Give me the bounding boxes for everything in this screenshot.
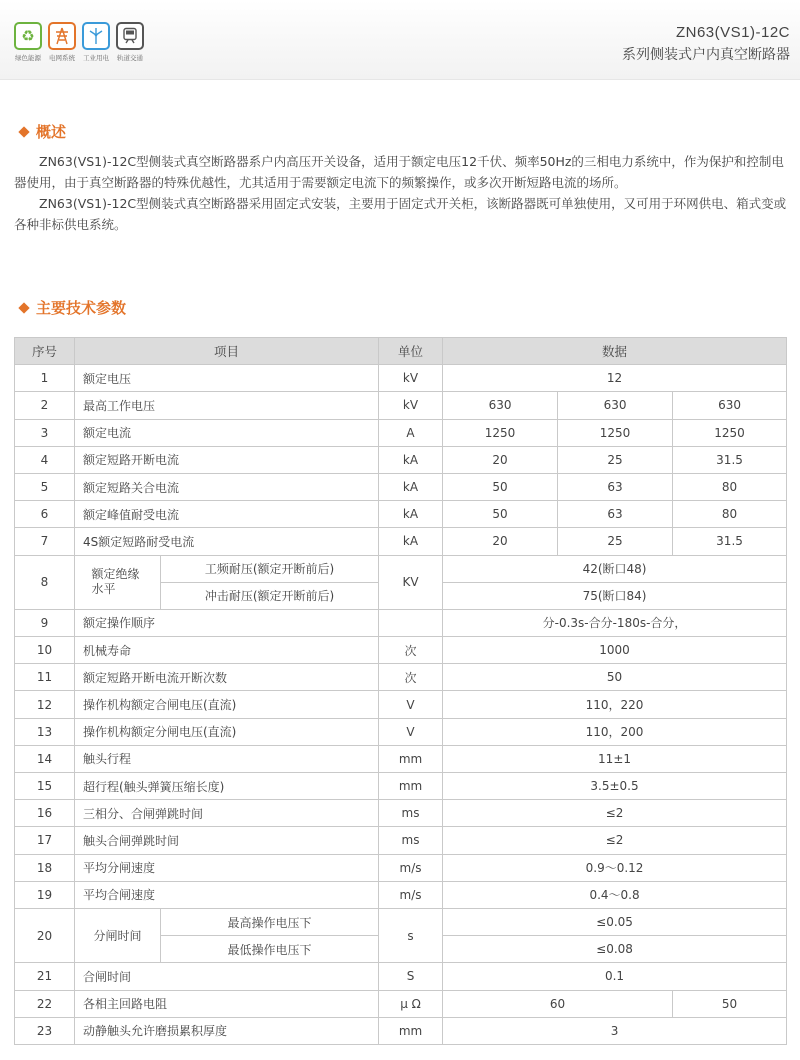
row-value: 3.5±0.5 [443, 773, 787, 800]
row-no: 7 [15, 528, 75, 555]
row-item [75, 555, 161, 609]
row-item: 额定短路开断电流 [75, 446, 379, 473]
overview-paragraph-1: ZN63(VS1)-12C型侧装式真空断路器系户内高压开关设备，适用于额定电压12千伏、频率50Hz的三相电力系统中，作为保护和控制电器使用，由于真空断路器的特殊优越性，尤其适用于需要额定电流下的频繁操作，或多次开断短路电流的场所。 [14, 154, 784, 190]
row-no: 3 [15, 419, 75, 446]
row-subitem: 最高操作电压下 [161, 908, 379, 935]
category-label: 工业用电 [83, 54, 109, 62]
product-subtitle: 系列侧装式户内真空断路器 [622, 47, 790, 63]
row-value: 60 [443, 990, 673, 1017]
row-unit: A [379, 419, 443, 446]
row-value: 110，220 [443, 691, 787, 718]
table-row [15, 963, 787, 990]
row-item: 4S额定短路耐受电流 [75, 528, 379, 555]
row-item: 额定短路关合电流 [75, 473, 379, 500]
table-row [15, 773, 787, 800]
table-row [15, 854, 787, 881]
row-value: 20 [443, 528, 558, 555]
row-value: 110，200 [443, 718, 787, 745]
category-label: 绿色能源 [15, 54, 41, 62]
row-no: 2 [15, 392, 75, 419]
row-no: 21 [15, 963, 75, 990]
row-unit: s [379, 908, 443, 962]
row-unit: KV [379, 555, 443, 609]
row-item: 额定电流 [75, 419, 379, 446]
table-row [15, 555, 787, 582]
row-value: 50 [673, 990, 787, 1017]
row-item: 分闸时间 [75, 908, 161, 962]
row-item: 平均分闸速度 [75, 854, 379, 881]
row-value: ≤0.08 [443, 936, 787, 963]
row-subitem: 冲击耐压(额定开断前后) [161, 582, 379, 609]
category-grid-system [44, 22, 80, 62]
row-no: 18 [15, 854, 75, 881]
section-title: 概述 [36, 123, 67, 141]
row-unit: μ Ω [379, 990, 443, 1017]
params-heading [20, 297, 126, 318]
row-value: 1250 [673, 419, 787, 446]
diamond-bullet-icon [18, 126, 29, 137]
row-value: 50 [443, 664, 787, 691]
row-unit: m/s [379, 881, 443, 908]
table-row [15, 419, 787, 446]
row-value: 63 [558, 473, 673, 500]
row-item: 合闸时间 [75, 963, 379, 990]
section-title: 主要技术参数 [36, 299, 127, 317]
overview-heading [20, 121, 66, 142]
table-row [15, 800, 787, 827]
category-green-energy [10, 22, 46, 62]
row-value: 25 [558, 528, 673, 555]
header-item: 项目 [75, 338, 379, 365]
row-value: ≤2 [443, 800, 787, 827]
row-no: 23 [15, 1017, 75, 1044]
row-value: 20 [443, 446, 558, 473]
category-industrial-power [78, 22, 114, 62]
table-row [15, 473, 787, 500]
row-no: 15 [15, 773, 75, 800]
table-row [15, 827, 787, 854]
row-no: 17 [15, 827, 75, 854]
page-header [0, 0, 800, 80]
row-no: 9 [15, 609, 75, 636]
row-value: 42(断口48) [443, 555, 787, 582]
row-value: 50 [443, 501, 558, 528]
row-unit: 次 [379, 664, 443, 691]
row-unit: V [379, 691, 443, 718]
row-item: 额定峰值耐受电流 [75, 501, 379, 528]
row-no: 10 [15, 637, 75, 664]
row-value: ≤2 [443, 827, 787, 854]
row-item: 动静触头允许磨损累积厚度 [75, 1017, 379, 1044]
row-unit: m/s [379, 854, 443, 881]
row-subitem: 工频耐压(额定开断前后) [161, 555, 379, 582]
row-value: 1250 [443, 419, 558, 446]
row-no: 20 [15, 908, 75, 962]
row-no: 14 [15, 745, 75, 772]
overview-paragraph-2: ZN63(VS1)-12C型侧装式真空断路器采用固定式安装，主要用于固定式开关柜，该断路器既可单独使用，又可用于环网供电、箱式变或各种非标供电系统。 [14, 196, 787, 232]
row-value: 31.5 [673, 528, 787, 555]
table-row [15, 881, 787, 908]
row-value: 630 [443, 392, 558, 419]
row-value: 12 [443, 365, 787, 392]
row-value: 1250 [558, 419, 673, 446]
row-unit: V [379, 718, 443, 745]
row-unit: 次 [379, 637, 443, 664]
row-value: 0.9～0.12 [443, 854, 787, 881]
row-unit: kA [379, 501, 443, 528]
table-row [15, 718, 787, 745]
table-row [15, 908, 787, 935]
table-row [15, 528, 787, 555]
table-row [15, 609, 787, 636]
row-value: 1000 [443, 637, 787, 664]
row-item: 额定电压 [75, 365, 379, 392]
row-value: ≤0.05 [443, 908, 787, 935]
table-row [15, 446, 787, 473]
category-label: 轨道交通 [117, 54, 143, 62]
table-row [15, 1017, 787, 1044]
table-header-row [15, 338, 787, 365]
row-item: 各相主回路电阻 [75, 990, 379, 1017]
row-no: 19 [15, 881, 75, 908]
row-value: 63 [558, 501, 673, 528]
row-item: 最高工作电压 [75, 392, 379, 419]
row-no: 5 [15, 473, 75, 500]
row-value: 75(断口84) [443, 582, 787, 609]
row-unit: ms [379, 800, 443, 827]
row-value: 0.1 [443, 963, 787, 990]
table-row [15, 365, 787, 392]
row-value: 80 [673, 501, 787, 528]
recycle-tree-icon: ♻ [14, 22, 42, 50]
category-label: 电网系统 [49, 54, 75, 62]
row-no: 11 [15, 664, 75, 691]
row-item: 触头合闸弹跳时间 [75, 827, 379, 854]
row-unit: kA [379, 446, 443, 473]
row-no: 22 [15, 990, 75, 1017]
row-item-text: 额定绝缘水平 [91, 567, 140, 597]
row-item: 操作机构额定合闸电压(直流) [75, 691, 379, 718]
table-row [15, 990, 787, 1017]
row-unit: mm [379, 773, 443, 800]
row-no: 6 [15, 501, 75, 528]
row-value: 11±1 [443, 745, 787, 772]
row-value: 630 [673, 392, 787, 419]
row-unit [379, 609, 443, 636]
row-item: 平均合闸速度 [75, 881, 379, 908]
diamond-bullet-icon [18, 302, 29, 313]
row-item: 额定短路开断电流开断次数 [75, 664, 379, 691]
row-value: 25 [558, 446, 673, 473]
power-tower-icon [48, 22, 76, 50]
table-row [15, 745, 787, 772]
row-unit: ms [379, 827, 443, 854]
row-item: 额定操作顺序 [75, 609, 379, 636]
row-item: 操作机构额定分闸电压(直流) [75, 718, 379, 745]
row-no: 4 [15, 446, 75, 473]
row-unit: mm [379, 745, 443, 772]
row-item: 超行程(触头弹簧压缩长度) [75, 773, 379, 800]
header-no: 序号 [15, 338, 75, 365]
row-unit: kA [379, 528, 443, 555]
row-item: 三相分、合闸弹跳时间 [75, 800, 379, 827]
row-subitem: 最低操作电压下 [161, 936, 379, 963]
table-row [15, 664, 787, 691]
row-unit: kA [379, 473, 443, 500]
row-value: 31.5 [673, 446, 787, 473]
row-item: 机械寿命 [75, 637, 379, 664]
row-no: 16 [15, 800, 75, 827]
wind-turbine-icon [82, 22, 110, 50]
row-no: 13 [15, 718, 75, 745]
row-value: 分-0.3s-合分-180s-合分， [443, 609, 787, 636]
row-unit: S [379, 963, 443, 990]
row-no: 8 [15, 555, 75, 609]
row-unit: kV [379, 365, 443, 392]
row-value: 3 [443, 1017, 787, 1044]
table-row [15, 392, 787, 419]
header-unit: 单位 [379, 338, 443, 365]
header-data: 数据 [443, 338, 787, 365]
category-rail-transit [112, 22, 148, 62]
product-model: ZN63(VS1)-12C [675, 24, 790, 41]
row-unit: mm [379, 1017, 443, 1044]
row-unit: kV [379, 392, 443, 419]
row-value: 50 [443, 473, 558, 500]
row-no: 12 [15, 691, 75, 718]
row-value: 630 [558, 392, 673, 419]
table-row [15, 501, 787, 528]
row-no: 1 [15, 365, 75, 392]
row-value: 0.4～0.8 [443, 881, 787, 908]
table-row [15, 637, 787, 664]
table-row [15, 691, 787, 718]
row-value: 80 [673, 473, 787, 500]
params-table [14, 337, 787, 1045]
row-item: 触头行程 [75, 745, 379, 772]
train-icon [116, 22, 144, 50]
